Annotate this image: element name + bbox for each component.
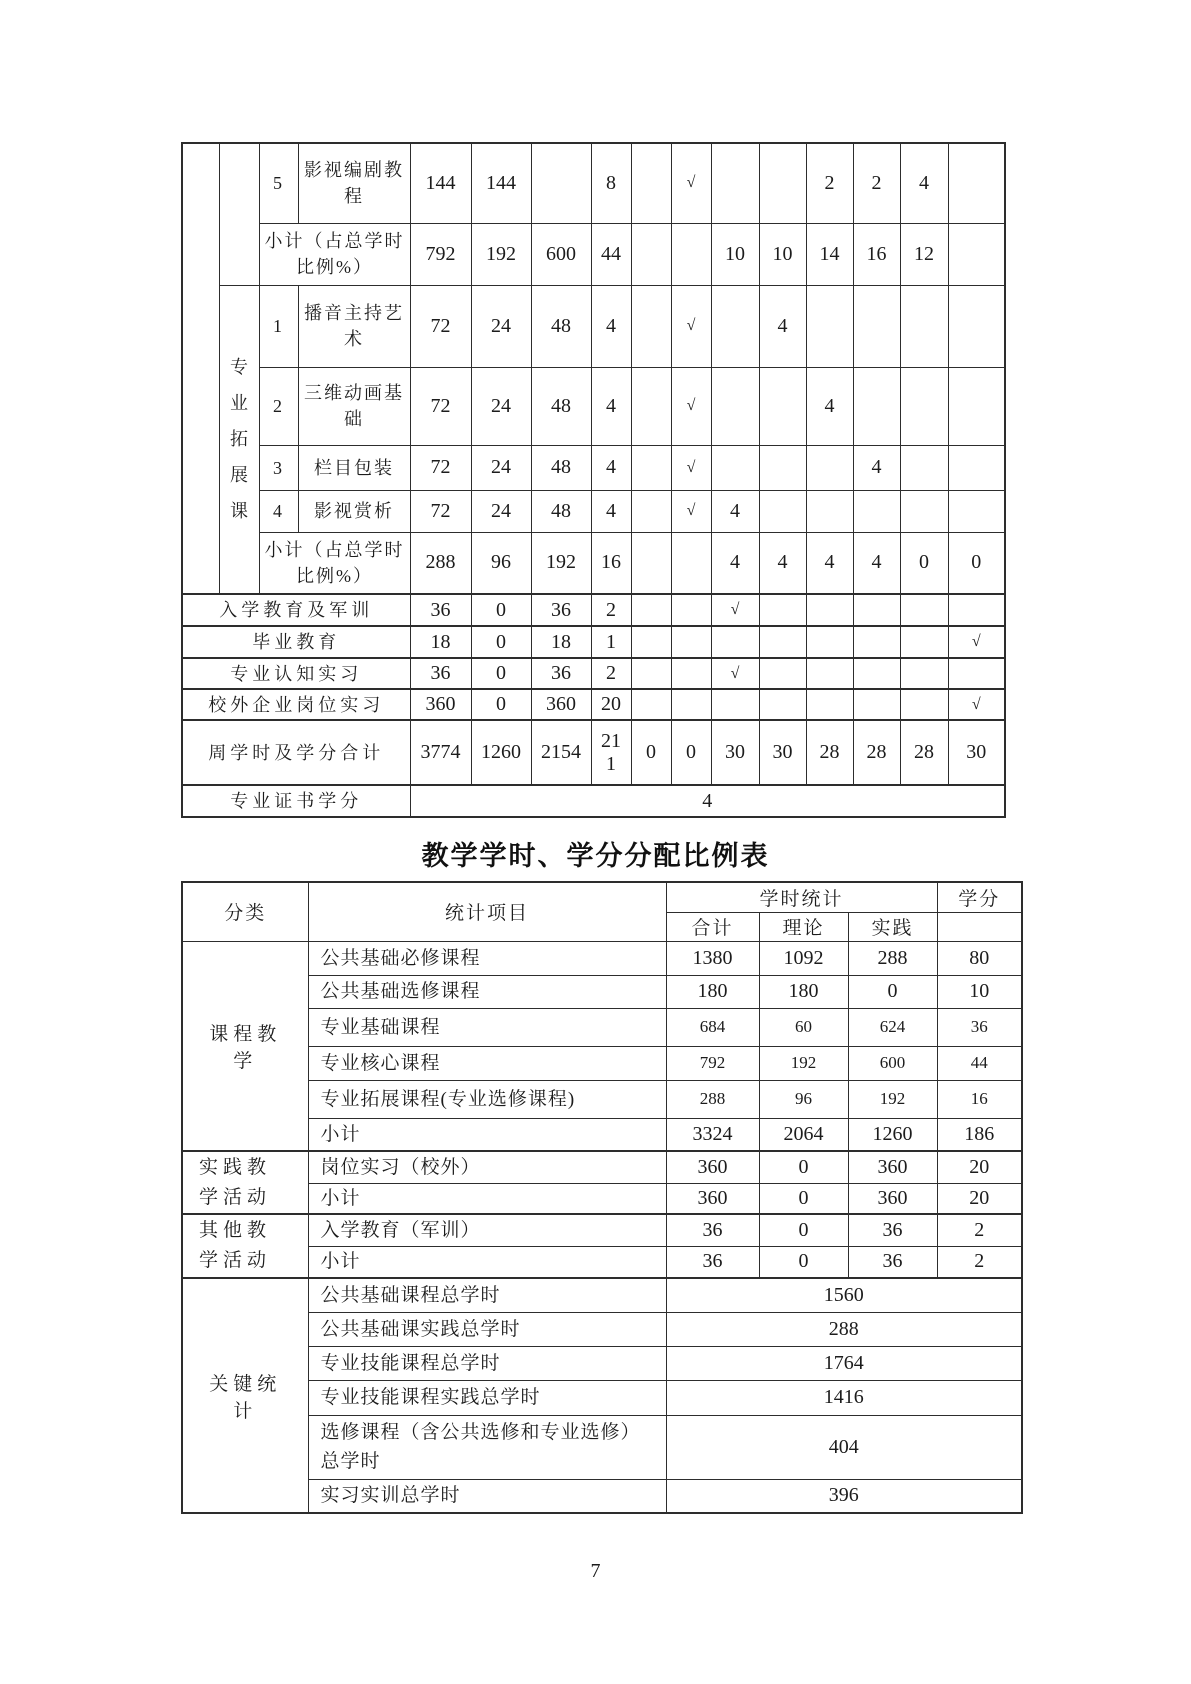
value-cell	[759, 490, 806, 532]
value-cell: 24	[471, 285, 531, 367]
course-number: 1	[259, 285, 298, 367]
stat-item-label: 公共基础选修课程	[308, 975, 666, 1008]
value-cell: 0	[671, 720, 711, 785]
stat-total-value: 792	[666, 1046, 759, 1080]
header-category: 分类	[182, 882, 308, 941]
value-cell	[759, 594, 806, 626]
course-number: 2	[259, 367, 298, 445]
section-category-label: 其他教学活动	[182, 1214, 308, 1278]
stat-item-label: 公共基础课程总学时	[308, 1278, 666, 1312]
value-cell	[853, 626, 900, 658]
header-hours-group: 学时统计	[666, 882, 937, 912]
value-cell	[948, 594, 1005, 626]
stat-credits-value: 44	[937, 1046, 1022, 1080]
value-cell: 0	[471, 658, 531, 689]
value-cell: 72	[410, 367, 471, 445]
value-cell	[900, 285, 948, 367]
stat-item-label: 公共基础必修课程	[308, 941, 666, 975]
value-cell	[531, 143, 591, 223]
stat-item-label: 专业技能课程总学时	[308, 1346, 666, 1380]
value-cell	[948, 445, 1005, 490]
stat-total-value: 3324	[666, 1118, 759, 1151]
stat-item-label: 小计	[308, 1118, 666, 1151]
stat-credits-value: 2	[937, 1214, 1022, 1246]
value-cell: 72	[410, 285, 471, 367]
hours-credits-ratio-table	[181, 881, 1023, 1514]
stat-theory-value: 192	[759, 1046, 848, 1080]
value-cell	[631, 367, 671, 445]
stat-credits-value: 16	[937, 1080, 1022, 1118]
value-cell	[948, 285, 1005, 367]
stat-item-label: 选修课程（含公共选修和专业选修）总学时	[308, 1415, 666, 1479]
value-cell	[631, 594, 671, 626]
value-cell: 1260	[471, 720, 531, 785]
summary-row-label: 周学时及学分合计	[182, 720, 410, 785]
stat-credits-value: 36	[937, 1008, 1022, 1046]
stat-theory-value: 0	[759, 1151, 848, 1183]
value-cell: 30	[711, 720, 759, 785]
stat-theory-value: 96	[759, 1080, 848, 1118]
stat-credits-value: 80	[937, 941, 1022, 975]
stat-practice-value: 624	[848, 1008, 937, 1046]
stat-item-label: 专业拓展课程(专业选修课程)	[308, 1080, 666, 1118]
group-column-empty	[219, 143, 259, 285]
value-cell	[853, 594, 900, 626]
value-cell	[631, 223, 671, 285]
value-cell: 48	[531, 490, 591, 532]
value-cell: 0	[948, 532, 1005, 594]
value-cell: 28	[900, 720, 948, 785]
stat-credits-value: 20	[937, 1183, 1022, 1214]
checkmark-cell: √	[671, 143, 711, 223]
value-cell	[631, 532, 671, 594]
course-name: 影视编剧教程	[298, 143, 410, 223]
value-cell: 144	[471, 143, 531, 223]
value-cell	[631, 285, 671, 367]
value-cell	[948, 223, 1005, 285]
stat-total-value: 1380	[666, 941, 759, 975]
value-cell: 2	[853, 143, 900, 223]
group-label-vertical	[219, 285, 259, 594]
value-cell: 10	[711, 223, 759, 285]
value-cell: 36	[531, 594, 591, 626]
value-cell	[631, 658, 671, 689]
stat-practice-value: 600	[848, 1046, 937, 1080]
value-cell	[711, 143, 759, 223]
value-cell	[759, 626, 806, 658]
value-cell	[948, 367, 1005, 445]
stat-practice-value: 360	[848, 1183, 937, 1214]
stat-theory-value: 1092	[759, 941, 848, 975]
summary-row-label: 专业认知实习	[182, 658, 410, 689]
stat-merged-value: 1764	[666, 1346, 1022, 1380]
value-cell	[806, 285, 853, 367]
stat-item-label: 入学教育（军训）	[308, 1214, 666, 1246]
value-cell: 2154	[531, 720, 591, 785]
value-cell	[853, 285, 900, 367]
course-name: 三维动画基础	[298, 367, 410, 445]
value-cell	[631, 689, 671, 720]
summary-row-label: 入学教育及军训	[182, 594, 410, 626]
stat-credits-value: 2	[937, 1246, 1022, 1278]
value-cell: 96	[471, 532, 531, 594]
value-cell	[948, 658, 1005, 689]
stat-merged-value: 404	[666, 1415, 1022, 1479]
course-name: 影视赏析	[298, 490, 410, 532]
value-cell: 4	[853, 532, 900, 594]
value-cell	[900, 689, 948, 720]
value-cell	[759, 143, 806, 223]
group-label-text: 专业拓展课	[230, 357, 248, 522]
subtotal-label: 小计（占总学时比例%）	[259, 223, 410, 285]
value-cell	[806, 445, 853, 490]
course-hours-table	[181, 142, 1006, 818]
value-cell: 0	[471, 594, 531, 626]
stat-theory-value: 0	[759, 1214, 848, 1246]
subtotal-label: 小计（占总学时比例%）	[259, 532, 410, 594]
value-cell: 4	[853, 445, 900, 490]
value-cell: 4	[591, 285, 631, 367]
checkmark-cell: √	[671, 445, 711, 490]
value-cell: 4	[591, 445, 631, 490]
value-cell: 360	[531, 689, 591, 720]
value-cell: 48	[531, 285, 591, 367]
stat-item-label: 专业基础课程	[308, 1008, 666, 1046]
value-cell: 4	[900, 143, 948, 223]
stat-item-label: 岗位实习（校外）	[308, 1151, 666, 1183]
stat-item-label: 专业核心课程	[308, 1046, 666, 1080]
value-cell	[806, 658, 853, 689]
value-cell: 14	[806, 223, 853, 285]
section-category-label: 课程教学	[182, 941, 308, 1151]
header-total: 合计	[666, 912, 759, 941]
value-cell	[853, 658, 900, 689]
value-cell: 4	[806, 532, 853, 594]
value-cell: 30	[948, 720, 1005, 785]
value-cell: 0	[631, 720, 671, 785]
value-cell: 2	[806, 143, 853, 223]
value-cell: 4	[711, 532, 759, 594]
value-cell: 0	[471, 689, 531, 720]
checkmark-cell: √	[711, 658, 759, 689]
value-cell	[671, 594, 711, 626]
value-cell: 44	[591, 223, 631, 285]
value-cell: 792	[410, 223, 471, 285]
stat-theory-value: 180	[759, 975, 848, 1008]
header-credits: 学分	[937, 882, 1022, 912]
value-cell	[806, 594, 853, 626]
value-cell	[853, 689, 900, 720]
value-cell: 24	[471, 445, 531, 490]
stat-theory-value: 2064	[759, 1118, 848, 1151]
page-number: 7	[590, 1560, 601, 1582]
checkmark-cell: √	[671, 490, 711, 532]
value-cell: 30	[759, 720, 806, 785]
checkmark-cell: √	[948, 689, 1005, 720]
value-cell: 192	[471, 223, 531, 285]
value-cell: 211	[591, 720, 631, 785]
value-cell: 0	[900, 532, 948, 594]
value-cell: 18	[531, 626, 591, 658]
stat-total-value: 180	[666, 975, 759, 1008]
value-cell	[900, 658, 948, 689]
value-cell	[900, 445, 948, 490]
stat-practice-value: 36	[848, 1214, 937, 1246]
stat-practice-value: 0	[848, 975, 937, 1008]
value-cell: 1	[591, 626, 631, 658]
stat-item-label: 小计	[308, 1183, 666, 1214]
value-cell: 20	[591, 689, 631, 720]
category-column-empty	[182, 143, 219, 594]
stat-total-value: 360	[666, 1183, 759, 1214]
value-cell: 24	[471, 490, 531, 532]
stat-total-value: 684	[666, 1008, 759, 1046]
value-cell: 16	[591, 532, 631, 594]
value-cell	[671, 658, 711, 689]
value-cell: 48	[531, 367, 591, 445]
value-cell	[759, 367, 806, 445]
value-cell	[759, 689, 806, 720]
stat-total-value: 36	[666, 1246, 759, 1278]
value-cell: 360	[410, 689, 471, 720]
value-cell: 2	[591, 658, 631, 689]
stat-merged-value: 396	[666, 1479, 1022, 1513]
stat-practice-value: 192	[848, 1080, 937, 1118]
summary-row-label: 毕业教育	[182, 626, 410, 658]
value-cell: 8	[591, 143, 631, 223]
stat-credits-value: 20	[937, 1151, 1022, 1183]
value-cell	[806, 689, 853, 720]
value-cell: 28	[806, 720, 853, 785]
value-cell: 4	[591, 367, 631, 445]
value-cell	[671, 532, 711, 594]
checkmark-cell: √	[671, 367, 711, 445]
value-cell	[671, 689, 711, 720]
value-cell	[948, 143, 1005, 223]
stat-total-value: 288	[666, 1080, 759, 1118]
value-cell	[631, 490, 671, 532]
value-cell: 0	[471, 626, 531, 658]
value-cell	[853, 490, 900, 532]
stat-theory-value: 0	[759, 1183, 848, 1214]
course-number: 4	[259, 490, 298, 532]
stat-practice-value: 360	[848, 1151, 937, 1183]
value-cell: 36	[531, 658, 591, 689]
value-cell: 10	[759, 223, 806, 285]
course-number: 3	[259, 445, 298, 490]
value-cell: 4	[806, 367, 853, 445]
checkmark-cell: √	[948, 626, 1005, 658]
course-number: 5	[259, 143, 298, 223]
value-cell	[806, 490, 853, 532]
value-cell	[759, 445, 806, 490]
header-theory: 理论	[759, 912, 848, 941]
stat-merged-value: 1560	[666, 1278, 1022, 1312]
value-cell	[900, 626, 948, 658]
value-cell	[631, 445, 671, 490]
value-cell: 48	[531, 445, 591, 490]
summary-row-label: 校外企业岗位实习	[182, 689, 410, 720]
value-cell: 144	[410, 143, 471, 223]
value-cell: 2	[591, 594, 631, 626]
course-name: 播音主持艺术	[298, 285, 410, 367]
value-cell	[900, 490, 948, 532]
stat-practice-value: 36	[848, 1246, 937, 1278]
header-item: 统计项目	[308, 882, 666, 941]
stat-merged-value: 1416	[666, 1380, 1022, 1415]
value-cell: 28	[853, 720, 900, 785]
page-title: 教学学时、学分分配比例表	[421, 841, 770, 871]
stat-credits-value: 10	[937, 975, 1022, 1008]
value-cell	[711, 445, 759, 490]
value-cell: 16	[853, 223, 900, 285]
certificate-credits-value: 4	[410, 785, 1005, 817]
section-category-label: 实践教学活动	[182, 1151, 308, 1214]
checkmark-cell: √	[711, 594, 759, 626]
value-cell	[711, 367, 759, 445]
value-cell: 18	[410, 626, 471, 658]
stat-credits-value: 186	[937, 1118, 1022, 1151]
stat-practice-value: 288	[848, 941, 937, 975]
value-cell: 192	[531, 532, 591, 594]
value-cell	[711, 689, 759, 720]
stat-total-value: 360	[666, 1151, 759, 1183]
checkmark-cell: √	[671, 285, 711, 367]
value-cell: 4	[759, 285, 806, 367]
value-cell: 36	[410, 594, 471, 626]
value-cell: 4	[759, 532, 806, 594]
stat-item-label: 专业技能课程实践总学时	[308, 1380, 666, 1415]
stat-merged-value: 288	[666, 1312, 1022, 1346]
value-cell	[631, 143, 671, 223]
value-cell: 3774	[410, 720, 471, 785]
value-cell	[631, 626, 671, 658]
course-name: 栏目包装	[298, 445, 410, 490]
value-cell	[806, 626, 853, 658]
value-cell: 4	[711, 490, 759, 532]
stat-item-label: 小计	[308, 1246, 666, 1278]
stat-item-label: 实习实训总学时	[308, 1479, 666, 1513]
stat-theory-value: 0	[759, 1246, 848, 1278]
value-cell: 600	[531, 223, 591, 285]
value-cell	[900, 594, 948, 626]
section-category-label: 关键统计	[182, 1278, 308, 1513]
stat-theory-value: 60	[759, 1008, 848, 1046]
value-cell	[759, 658, 806, 689]
value-cell: 72	[410, 490, 471, 532]
value-cell: 72	[410, 445, 471, 490]
value-cell: 288	[410, 532, 471, 594]
value-cell	[900, 367, 948, 445]
value-cell: 24	[471, 367, 531, 445]
value-cell	[948, 490, 1005, 532]
certificate-credits-label: 专业证书学分	[182, 785, 410, 817]
value-cell	[853, 367, 900, 445]
header-credits-sub-empty	[937, 912, 1022, 941]
value-cell	[671, 626, 711, 658]
value-cell: 36	[410, 658, 471, 689]
value-cell	[671, 223, 711, 285]
stat-item-label: 公共基础课实践总学时	[308, 1312, 666, 1346]
stat-practice-value: 1260	[848, 1118, 937, 1151]
value-cell	[711, 626, 759, 658]
value-cell	[711, 285, 759, 367]
header-practice: 实践	[848, 912, 937, 941]
value-cell: 12	[900, 223, 948, 285]
value-cell: 4	[591, 490, 631, 532]
stat-total-value: 36	[666, 1214, 759, 1246]
